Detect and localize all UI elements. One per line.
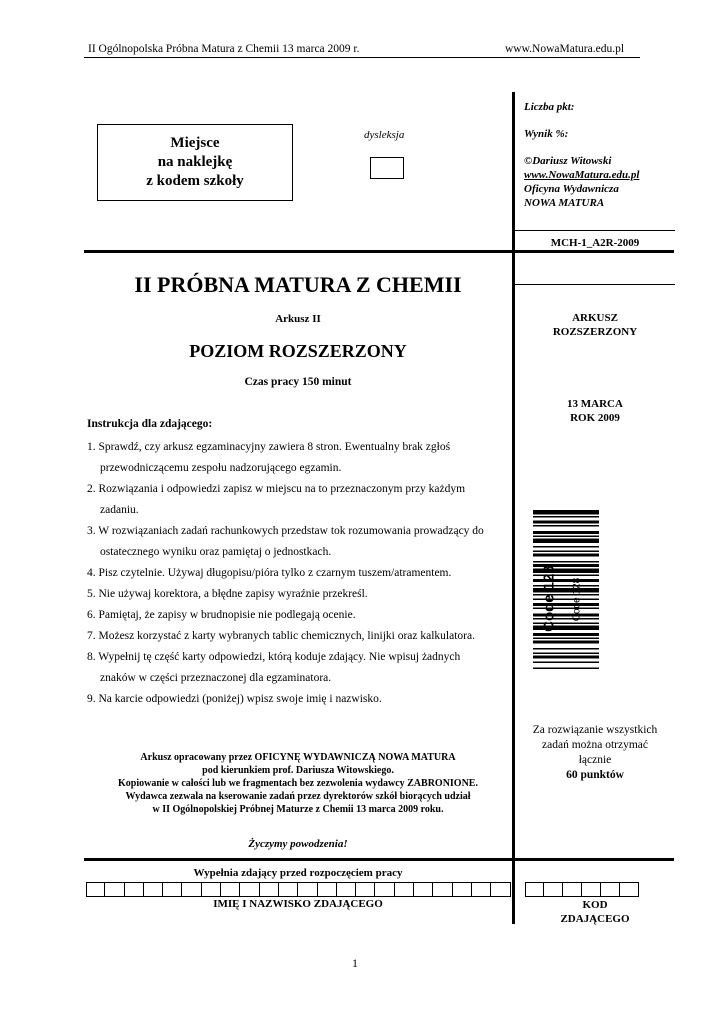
name-letter-cell[interactable] [433, 882, 452, 897]
instruction-line: 8. Wypełnij tę część karty odpowiedzi, którą koduje zdający. Nie wpisuj żadnych [87, 651, 461, 663]
sticker-line-2: na naklejkę [157, 154, 233, 170]
name-letter-cell[interactable] [86, 882, 105, 897]
header-left-text: II Ogólnopolska Próbna Matura z Chemii 13 marca 2009 r. [88, 43, 360, 55]
code-label [515, 898, 675, 926]
instruction-line: 6. Pamiętaj, że zapisy w brudnopisie nie podlegają ocenie. [87, 609, 356, 621]
name-letter-cell[interactable] [472, 882, 491, 897]
name-letter-cell[interactable] [491, 882, 510, 897]
max-score-line-2: zadań można otrzymać [542, 739, 648, 751]
barcode-label-small: Code 128 [571, 577, 583, 622]
instruction-line: 1. Sprawdź, czy arkusz egzaminacyjny zawiera 8 stron. Ewentualny brak zgłoś [87, 441, 451, 453]
barcode-bar [533, 539, 599, 544]
barcode-bar [533, 525, 599, 527]
level-title: POZIOM ROZSZERZONY [189, 341, 407, 361]
vertical-divider [512, 92, 515, 924]
sheet-type-line-1: ARKUSZ [572, 312, 618, 324]
instruction-line: 3. W rozwiązaniach zadań rachunkowych przedstaw tok rozumowania prowadzący do [87, 525, 484, 537]
dyslexia-checkbox[interactable] [370, 157, 404, 179]
copyright-publisher: Oficyna Wydawnicza [524, 183, 619, 195]
exam-date-line-1: 13 MARCA [567, 398, 623, 410]
max-score-line-4: 60 punktów [566, 769, 624, 781]
instruction-line: 5. Nie używaj korektora, a błędne zapisy wyraźnie przekreśl. [87, 588, 368, 600]
top-divider [84, 250, 674, 253]
name-letter-cell[interactable] [182, 882, 201, 897]
name-letter-cell[interactable] [337, 882, 356, 897]
instructions-list [87, 437, 512, 710]
instruction-line: 2. Rozwiązania i odpowiedzi zapisz w miejscu na to przeznaczonym przy każdym [87, 483, 466, 495]
barcode-bar [533, 531, 599, 534]
school-sticker-box [97, 124, 293, 201]
code-digit-cell[interactable] [563, 882, 582, 897]
barcode-bar [533, 536, 599, 538]
bottom-divider [84, 858, 674, 861]
name-letter-cell[interactable] [240, 882, 259, 897]
instruction-line: znaków w części przeznaczonej dla egzaminatora. [100, 672, 332, 684]
exam-title: II PRÓBNA MATURA Z CHEMII [134, 272, 462, 297]
barcode-bar [533, 510, 599, 515]
instruction-line: 4. Pisz czytelnie. Używaj długopisu/pióra tylko z czarnym tuszem/atramentem. [87, 567, 452, 579]
max-score-line-1: Za rozwiązanie wszystkich [532, 724, 658, 736]
exam-date-line-2: ROK 2009 [570, 412, 620, 424]
sheet-type [515, 311, 675, 339]
name-letter-cell[interactable] [356, 882, 375, 897]
dyslexia-label: dysleksja [364, 129, 405, 141]
name-label: IMIĘ I NAZWISKO ZDAJĄCEGO [213, 898, 383, 910]
name-input-boxes [86, 882, 511, 897]
publisher-note [84, 751, 512, 816]
name-letter-cell[interactable] [144, 882, 163, 897]
name-letter-cell[interactable] [260, 882, 279, 897]
page-number: 1 [352, 956, 358, 970]
copyright-publisher-name: NOWA MATURA [524, 197, 605, 209]
name-letter-cell[interactable] [221, 882, 240, 897]
copyright-author: ©Dariusz Witowski [524, 155, 612, 167]
header-website: www.NowaMatura.edu.pl [505, 43, 625, 55]
code-digit-cell[interactable] [544, 882, 563, 897]
name-letter-cell[interactable] [105, 882, 124, 897]
instruction-line: 9. Na karcie odpowiedzi (poniżej) wpisz swoje imię i nazwisko. [87, 693, 382, 705]
barcode-bar [533, 516, 599, 518]
sticker-line-3: z kodem szkoły [146, 173, 244, 189]
name-letter-cell[interactable] [375, 882, 394, 897]
publisher-line: pod kierunkiem prof. Dariusza Witowskiego. [202, 765, 394, 776]
barcode-bar [533, 546, 599, 548]
name-letter-cell[interactable] [279, 882, 298, 897]
name-letter-cell[interactable] [202, 882, 221, 897]
code-label-line-2: ZDAJĄCEGO [560, 913, 630, 925]
barcode-bar [533, 521, 599, 524]
name-letter-cell[interactable] [395, 882, 414, 897]
name-letter-cell[interactable] [453, 882, 472, 897]
code-digit-cell[interactable] [525, 882, 544, 897]
instruction-line: zadaniu. [100, 504, 139, 516]
publisher-line: w II Ogólnopolskiej Próbnej Maturze z Chemii 13 marca 2009 roku. [152, 804, 444, 815]
exam-code: MCH-1_A2R-2009 [550, 237, 640, 249]
max-score-note [515, 723, 675, 783]
sticker-line-1: Miejsce [170, 135, 220, 151]
time-limit: Czas pracy 150 minut [244, 376, 352, 388]
barcode-bar [533, 656, 599, 659]
name-letter-cell[interactable] [163, 882, 182, 897]
sheet-type-line-2: ROZSZERZONY [552, 326, 638, 338]
max-score-line-3: łącznie [578, 754, 612, 766]
name-letter-cell[interactable] [318, 882, 337, 897]
name-letter-cell[interactable] [125, 882, 144, 897]
publisher-line: Kopiowanie w całości lub we fragmentach bez zezwolenia wydawcy ZABRONIONE. [118, 778, 478, 789]
publisher-line: Arkusz opracowany przez OFICYNĘ WYDAWNICZĄ NOWA MATURA [140, 752, 456, 763]
code-input-boxes [525, 882, 639, 897]
fill-in-label: Wypełnia zdający przed rozpoczęciem pracy [193, 867, 403, 879]
publisher-line: Wydawca zezwala na kserowanie zadań przez dyrektorów szkół biorących udział [125, 791, 471, 802]
code-digit-cell[interactable] [620, 882, 639, 897]
points-label: Liczba pkt: [524, 101, 575, 113]
barcode [533, 510, 599, 710]
barcode-bar [533, 662, 599, 664]
barcode-bar [533, 668, 599, 670]
instruction-line: przewodniczącemu zespołu nadzorującego egzamin. [100, 462, 342, 474]
instructions-heading: Instrukcja dla zdającego: [87, 418, 213, 430]
code-digit-cell[interactable] [582, 882, 601, 897]
good-luck-note: Życzymy powodzenia! [248, 838, 348, 850]
right-panel-divider-1 [515, 230, 675, 231]
copyright-website: www.NowaMatura.edu.pl [524, 169, 640, 181]
instruction-line: 7. Możesz korzystać z karty wybranych tablic chemicznych, linijki oraz kalkulatora. [87, 630, 475, 642]
copyright-block [524, 154, 639, 210]
sheet-label: Arkusz II [275, 313, 321, 325]
result-label: Wynik %: [524, 128, 569, 140]
right-panel-divider-2 [515, 284, 675, 285]
instruction-line: ostatecznego wyniku oraz pamiętaj o jednostkach. [100, 546, 332, 558]
barcode-bar [533, 653, 599, 655]
header-divider [84, 57, 640, 58]
code-label-line-1: KOD [582, 899, 608, 911]
name-letter-cell[interactable] [414, 882, 433, 897]
code-digit-cell[interactable] [601, 882, 620, 897]
name-letter-cell[interactable] [298, 882, 317, 897]
exam-date [515, 397, 675, 425]
barcode-label-large: Code 128 [540, 565, 558, 632]
